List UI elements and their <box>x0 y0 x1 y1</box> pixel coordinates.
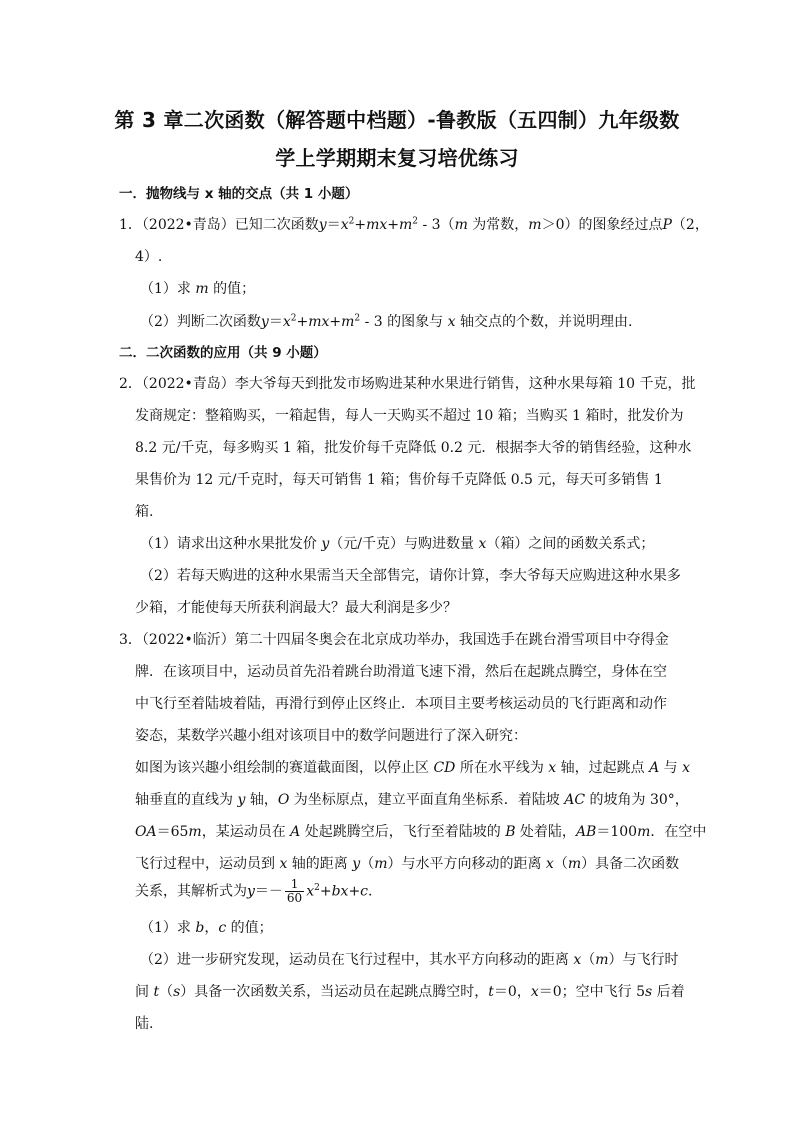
question-1-part-2: （2）判断二次函数$y=x^2+mx+m^2 - 3$ 的图象与 x 轴交点的个数，并说明理由. <box>140 313 633 330</box>
fraction: $\frac{1}{60}$ <box>286 877 303 905</box>
question-3-part-2-line-1: （2）进一步研究发现，运动员在飞行过程中，其水平方向移动的距离 x（m）与飞行时 <box>140 952 679 968</box>
question-2-part-1: （1）请求出这种水果批发价 y（元/千克）与购进数量 x（箱）之间的函数关系式； <box>140 536 655 552</box>
question-1-line-1: 1．（2022•青岛）已知二次函数$y=x^2+mx+m^2 - 3(m$ 为常数，m＞0）的图象经过点P（2， <box>119 216 709 233</box>
question-3-part-1: （1）求 b，c 的值； <box>140 920 273 936</box>
question-2-line-3: 8.2 元/千克，每多购买 1 箱，批发价每千克降低 0.2 元．根据李大爷的销售经验，这种水 <box>135 440 692 456</box>
question-3-part-2-line-2: 间 t（s）具备一次函数关系，当运动员在起跳点腾空时，t＝0，x＝0；空中飞行 5s 后着 <box>135 984 685 1000</box>
question-3-line-4: 姿态，某数学兴趣小组对该项目中的数学问题进行了深入研究： <box>135 728 527 744</box>
question-2-line-2: 发商规定：整箱购买，一箱起售，每人一天购买不超过 10 箱；当购买 1 箱时，批发价为 <box>135 408 684 424</box>
question-3-line-2: 牌．在该项目中，运动员首先沿着跳台助滑道飞速下滑，然后在起跳点腾空，身体在空 <box>135 664 667 680</box>
question-3-line-6: 轴垂直的直线为 y 轴，O 为坐标原点，建立平面直角坐标系．着陆坡 AC 的坡角为 30°， <box>135 792 689 808</box>
question-2-line-1: 2．（2022•青岛）李大爷每天到批发市场购进某种水果进行销售，这种水果每箱 10 千克，批 <box>119 376 696 392</box>
question-1-part-1: （1）求 m 的值； <box>140 281 256 297</box>
question-2-part-2-line-2: 少箱，才能使每天所获利润最大？最大利润是多少？ <box>135 600 457 616</box>
question-3-line-8: 飞行过程中，运动员到 x 轴的距离 y（m）与水平方向移动的距离 x（m）具备二次函数 <box>135 856 680 872</box>
document-title-line-2: 学上学期期末复习培优练习 <box>275 146 519 170</box>
question-3-line-7: OA＝65m，某运动员在 A 处起跳腾空后，飞行至着陆坡的 B 处着陆，AB＝100m．在空中 <box>135 824 707 840</box>
question-2-part-2-line-1: （2）若每天购进的这种水果需当天全部售完，请你计算，李大爷每天应购进这种水果多 <box>140 568 681 584</box>
document-title-line-1: 第 3 章二次函数（解答题中档题）-鲁教版（五四制）九年级数 <box>114 108 680 132</box>
question-1-line-2: 4）. <box>135 249 163 265</box>
question-3-line-1: 3．（2022•临沂）第二十四届冬奥会在北京成功举办，我国选手在跳台滑雪项目中夺得金 <box>119 632 669 648</box>
question-3-part-2-line-3: 陆. <box>135 1016 154 1032</box>
question-3-line-5: 如图为该兴趣小组绘制的赛道截面图，以停止区 CD 所在水平线为 x 轴，过起跳点 A 与 x <box>135 760 691 776</box>
question-3-line-9: 关系，其解析式为y＝－ $\frac{1}{60}$ $x^2+bx+c$. <box>135 877 373 905</box>
question-3-line-3: 中飞行至着陆坡着陆，再滑行到停止区终止．本项目主要考核运动员的飞行距离和动作 <box>135 696 667 712</box>
section-heading-2: 二．二次函数的应用（共 9 小题） <box>119 345 327 361</box>
section-heading-1: 一．抛物线与 x 轴的交点（共 1 小题） <box>119 186 359 202</box>
question-2-line-4: 果售价为 12 元/千克时，每天可销售 1 箱；售价每千克降低 0.5 元，每天可多销售 1 <box>135 472 663 488</box>
question-2-line-5: 箱. <box>135 504 154 520</box>
